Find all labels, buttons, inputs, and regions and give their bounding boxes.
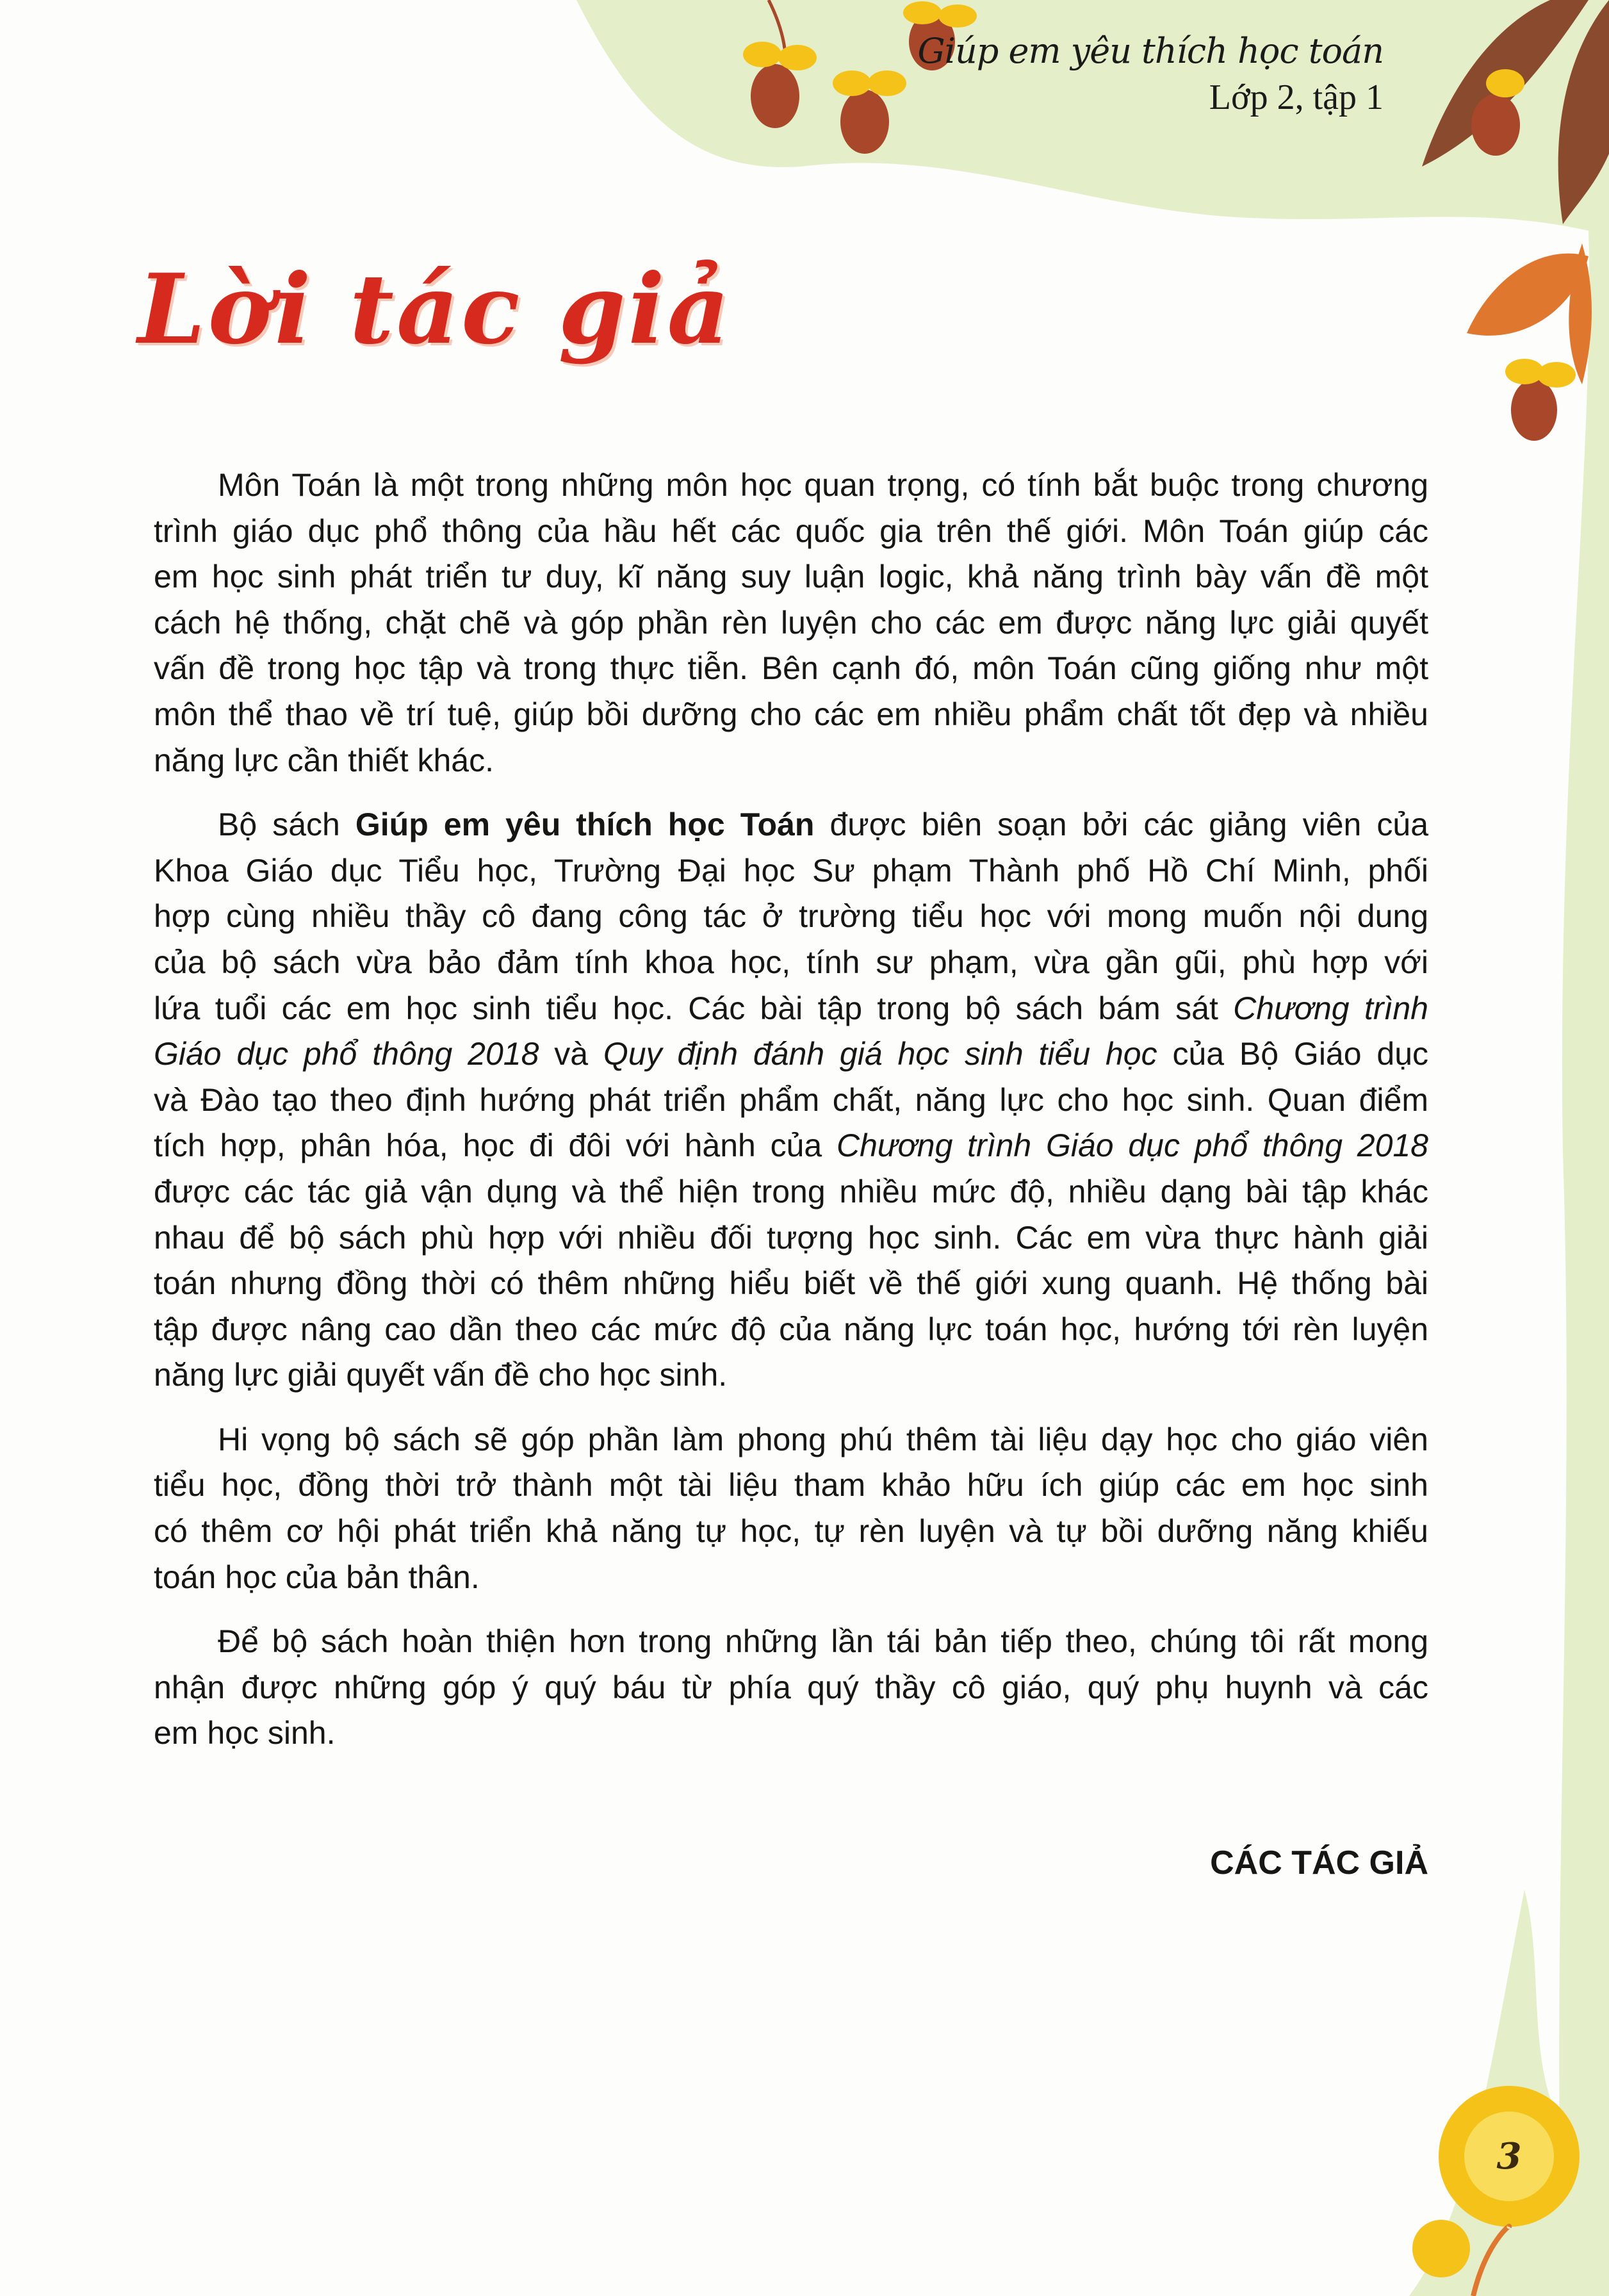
text-line — [154, 1352, 1428, 1398]
italic-text: Chương trình Giáo dục phổ thông 2018 — [836, 1128, 1428, 1164]
text-line — [154, 692, 1428, 738]
text-segment: được các tác giả vận dụng và thể hiện trong nhiều mức độ, nhiều dạng bài tập khác — [154, 1173, 1428, 1210]
text-line — [154, 646, 1428, 692]
text-segment: toán nhưng đồng thời có thêm những hiểu biết về thế giới xung quanh. Hệ thống bài — [154, 1265, 1428, 1302]
text-segment: trình giáo dục phổ thông của hầu hết các quốc gia trên thế giới. Môn Toán giúp các — [154, 512, 1428, 549]
paragraph — [154, 1417, 1428, 1600]
text-line — [154, 1417, 1428, 1463]
text-segment: năng lực giải quyết vấn đề cho học sinh. — [154, 1357, 728, 1393]
text-line — [154, 940, 1428, 986]
text-line — [154, 1078, 1428, 1124]
bold-text: Giúp em yêu thích học Toán — [355, 807, 815, 843]
text-line — [154, 1665, 1428, 1711]
preface-body — [154, 463, 1428, 1775]
text-segment: Hi vọng bộ sách sẽ góp phần làm phong phú thêm tài liệu dạy học cho giáo viên — [218, 1421, 1428, 1457]
text-segment: môn thể thao về trí tuệ, giúp bồi dưỡng cho các em nhiều phẩm chất tốt đẹp và nhiều — [154, 696, 1428, 732]
page-title: Lời tác giả — [138, 253, 732, 366]
italic-text: Quy định đánh giá học sinh tiểu học — [603, 1036, 1157, 1072]
text-segment: và Đào tạo theo định hướng phát triển phẩm chất, năng lực cho học sinh. Quan điểm — [154, 1081, 1428, 1118]
page-number: 3 — [1496, 2135, 1522, 2177]
paragraph — [154, 802, 1428, 1398]
paragraph — [154, 463, 1428, 783]
text-line — [154, 802, 1428, 848]
text-line — [154, 1261, 1428, 1307]
text-line — [154, 463, 1428, 509]
text-segment: em học sinh. — [154, 1715, 336, 1751]
text-line — [154, 1619, 1428, 1665]
text-segment: Bộ sách — [218, 807, 355, 843]
text-segment: lứa tuổi các em học sinh tiểu học. Các bài tập trong bộ sách bám sát — [154, 990, 1234, 1026]
volume-label: Lớp 2, tập 1 — [1209, 78, 1384, 117]
text-segment: nhau để bộ sách phù hợp với nhiều đối tượng học sinh. Các em vừa thực hành giải — [154, 1219, 1428, 1256]
text-line — [154, 1215, 1428, 1261]
text-line — [154, 600, 1428, 646]
text-segment: cách hệ thống, chặt chẽ và góp phần rèn luyện cho các em được năng lực giải quyết — [154, 604, 1428, 641]
text-segment: có thêm cơ hội phát triển khả năng tự học, tự rèn luyện và tự bồi dưỡng năng khiếu — [154, 1513, 1428, 1550]
text-line — [154, 986, 1428, 1032]
text-line — [154, 554, 1428, 600]
text-segment: của bộ sách vừa bảo đảm tính khoa học, tính sư phạm, vừa gần gũi, phù hợp với — [154, 944, 1428, 980]
italic-text: Giáo dục phổ thông 2018 — [154, 1036, 539, 1072]
text-line — [154, 1123, 1428, 1169]
text-segment: của Bộ Giáo dục — [1157, 1036, 1429, 1072]
text-segment: tiểu học, đồng thời trở thành một tài liệu tham khảo hữu ích giúp các em học sinh — [154, 1467, 1428, 1504]
text-line — [154, 738, 1428, 784]
text-segment: Môn Toán là một trong những môn học quan trọng, có tính bắt buộc trong chương — [218, 467, 1428, 503]
text-line — [154, 848, 1428, 894]
text-line — [154, 1555, 1428, 1601]
text-segment: nhận được những góp ý quý báu từ phía quý thầy cô giáo, quý phụ huynh và các — [154, 1669, 1428, 1705]
text-segment: năng lực cần thiết khác. — [154, 742, 494, 778]
text-segment: và — [539, 1036, 603, 1072]
series-title: Giúp em yêu thích học toán — [917, 31, 1384, 71]
text-line — [154, 509, 1428, 555]
text-segment: Khoa Giáo dục Tiểu học, Trường Đại học Sư phạm Thành phố Hồ Chí Minh, phối — [154, 852, 1428, 889]
text-line — [154, 1031, 1428, 1078]
text-segment: tập được nâng cao dần theo các mức độ của năng lực toán học, hướng tới rèn luyện — [154, 1311, 1428, 1347]
italic-text: Chương trình — [1233, 990, 1428, 1026]
text-line — [154, 894, 1428, 940]
text-segment: hợp cùng nhiều thầy cô đang công tác ở trường tiểu học với mong muốn nội dung — [154, 898, 1428, 935]
text-line — [154, 1710, 1428, 1757]
signature: CÁC TÁC GIẢ — [1210, 1844, 1428, 1882]
text-segment: được biên soạn bởi các giảng viên của — [814, 807, 1429, 843]
text-segment: tích hợp, phân hóa, học đi đôi với hành của — [154, 1128, 837, 1164]
text-segment: Để bộ sách hoàn thiện hơn trong những lần tái bản tiếp theo, chúng tôi rất mong — [218, 1623, 1428, 1660]
paragraph — [154, 1619, 1428, 1757]
text-segment: toán học của bản thân. — [154, 1559, 480, 1595]
text-line — [154, 1307, 1428, 1353]
text-segment: em học sinh phát triển tư duy, kĩ năng suy luận logic, khả năng trình bày vấn đề một — [154, 559, 1428, 595]
text-line — [154, 1169, 1428, 1215]
text-line — [154, 1509, 1428, 1555]
text-segment: vấn đề trong học tập và trong thực tiễn. Bên cạnh đó, môn Toán cũng giống như một — [154, 650, 1428, 687]
text-line — [154, 1463, 1428, 1509]
